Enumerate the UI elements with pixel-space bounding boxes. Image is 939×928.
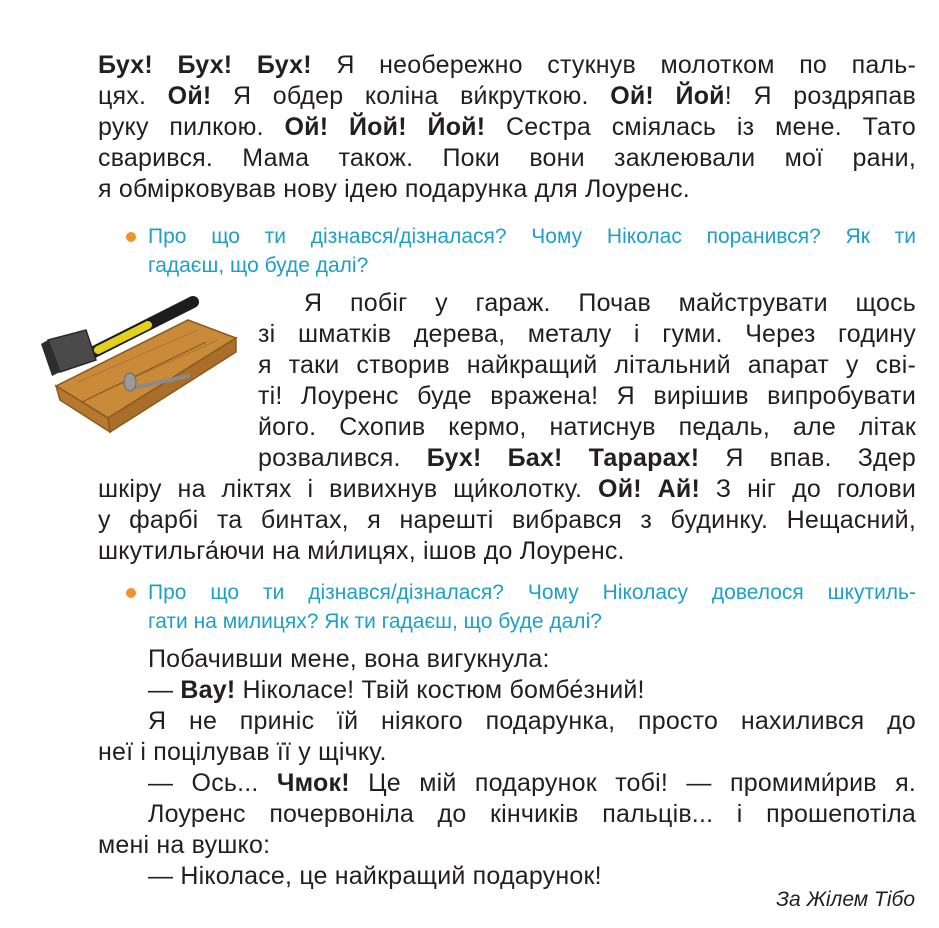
paragraph-2-continued: [98, 474, 916, 567]
exclamation: Ой! Йой! Йой!: [284, 113, 486, 141]
text-fragment: Це мій подарунок тобі! — промими́рив я.: [349, 769, 917, 797]
text-line: [258, 443, 916, 474]
question-line: гати на милицях? Як ти гадаєш, що буде далі?: [148, 610, 602, 633]
question-1: [148, 222, 916, 280]
dialogue-line: — Ніколасе, це найкращий подарунок!: [148, 862, 602, 890]
text-fragment: руку пилкою.: [98, 113, 285, 141]
exclamation: Бух! Бах! Тарарах!: [426, 444, 700, 472]
paragraph-3: [98, 644, 916, 892]
text-line: неї і поцілував її у щічку.: [98, 738, 387, 766]
text-line: Побачивши мене, вона вигукнула:: [148, 645, 550, 673]
exclamation: Бух! Бух! Бух!: [98, 51, 312, 79]
text-line: у фарбі та бинтах, я нарешті вибрався з будинку. Нещасний,: [98, 506, 916, 534]
text-line: його. Схопив кермо, натиснув педаль, але літак: [258, 413, 916, 441]
hammer-and-nail-icon: [38, 290, 238, 440]
text-line: шкутильга́ючи на ми́лицях, ішов до Лоуренс.: [98, 537, 625, 565]
text-line: я таки створив найкращий літальний апарат у сві-: [258, 351, 916, 379]
bullet-icon: [126, 588, 136, 598]
text-line: Лоуренс почервоніла до кінчиків пальців... і прошепотіла: [148, 800, 916, 828]
text-fragment: шкіру на ліктях і вивихнув щи́колотку.: [98, 475, 599, 503]
text-fragment: З ніг до голови: [700, 475, 917, 503]
exclamation: Ой! Йой: [610, 82, 725, 110]
question-line: Про що ти дізнався/дізналася? Чому Ніколасу довелося шкутиль-: [148, 581, 916, 604]
text-line: [98, 474, 916, 505]
dialogue-line: [98, 675, 916, 706]
question-line: гадаєш, що буде далі?: [148, 254, 369, 277]
text-fragment: Я необережно стукнув молотком по паль-: [311, 51, 916, 79]
text-line: мені на вушко:: [98, 831, 271, 859]
text-fragment: Ніколасе! Твій костюм бомбе́зний!: [235, 676, 645, 704]
exclamation: Вау!: [180, 676, 236, 704]
text-line: Я побіг у гараж. Почав майструвати щось: [304, 289, 916, 317]
text-fragment: ! Я роздряпав: [724, 82, 916, 110]
text-line: [98, 112, 916, 143]
bullet-icon: [126, 232, 136, 242]
text-fragment: розвалився.: [258, 444, 427, 472]
text-line: ті! Лоуренс буде вражена! Я вирішив випробувати: [258, 382, 916, 410]
paragraph-2: [258, 288, 916, 474]
question-2: [148, 578, 916, 636]
text-fragment: цях.: [98, 82, 168, 110]
text-fragment: —: [148, 676, 181, 704]
text-fragment: — Ось...: [148, 769, 277, 797]
exclamation: Чмок!: [276, 769, 350, 797]
author-credit: За Жілем Тібо: [776, 888, 915, 911]
exclamation: Ой! Ай!: [598, 475, 701, 503]
paragraph-1: [98, 50, 916, 205]
exclamation: Ой!: [167, 82, 212, 110]
text-line: [98, 50, 916, 81]
text-line: я обмірковував нову ідею подарунка для Лоуренс.: [98, 175, 690, 203]
text-line: сварився. Мама також. Поки вони заклеювали мої рани,: [98, 144, 916, 172]
text-fragment: Я впав. Здер: [699, 444, 916, 472]
question-line: Про що ти дізнався/дізналася? Чому Ніколас поранився? Як ти: [148, 225, 916, 248]
text-fragment: Сестра сміялась із мене. Тато: [485, 113, 916, 141]
text-fragment: Я обдер коліна ви́круткою.: [211, 82, 611, 110]
text-line: [98, 81, 916, 112]
text-line: зі шматків дерева, металу і гуми. Через годину: [258, 320, 916, 348]
dialogue-line: [98, 768, 916, 799]
text-line: Я не приніс їй ніякого подарунка, просто нахилився до: [148, 707, 916, 735]
